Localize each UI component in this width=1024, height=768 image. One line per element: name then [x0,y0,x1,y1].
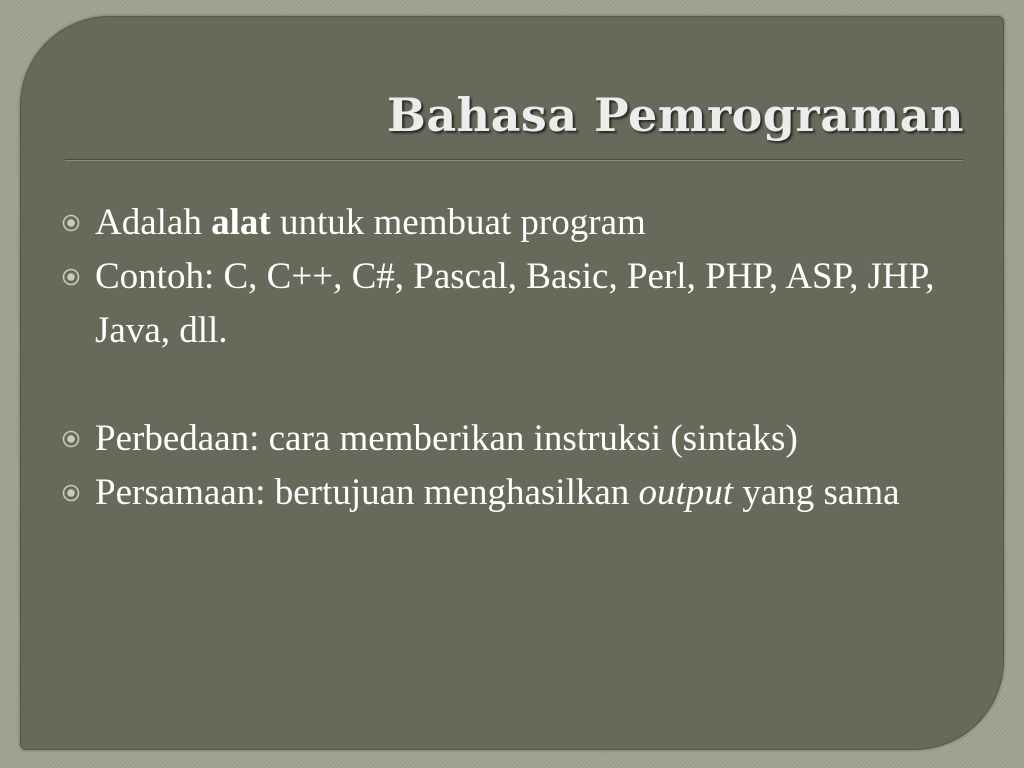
circled-dot-icon [62,484,80,502]
bullet-item-definition [62,196,942,250]
bullet-list [62,196,942,520]
bold-term: alat [211,202,271,243]
bullet-text: Adalah alat untuk membuat program [95,202,646,243]
bullet-item-examples [62,250,942,358]
circled-dot-icon [62,268,80,286]
bullet-item-differences [62,412,942,466]
bullet-text: Perbedaan: cara memberikan instruksi (sintaks) [95,418,798,459]
bullet-text: Persamaan: bertujuan menghasilkan output yang sama [95,472,900,513]
circled-dot-icon [62,214,80,232]
bullet-text: Contoh: C, C++, C#, Pascal, Basic, Perl, PHP, ASP, JHP, Java, dll. [95,256,935,351]
circled-dot-icon [62,430,80,448]
title-divider [65,159,963,161]
bullet-item-similarities [62,466,942,520]
italic-term: output [638,472,734,513]
slide-title: Bahasa Pemrograman [387,88,964,142]
